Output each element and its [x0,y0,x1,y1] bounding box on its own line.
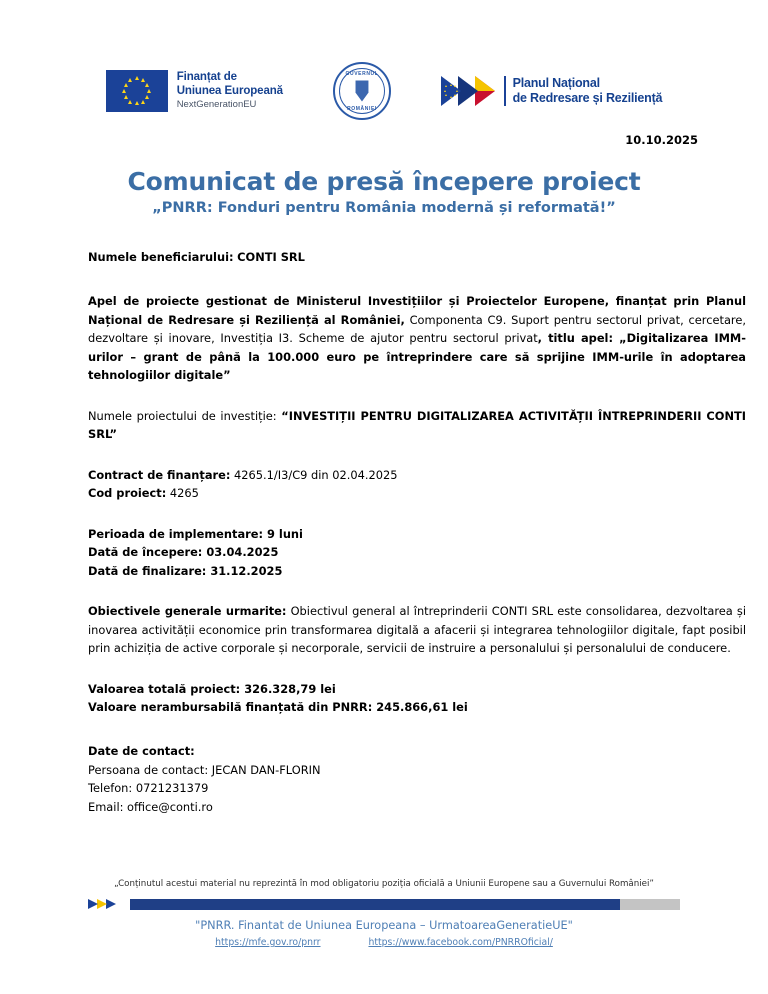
period-line [88,525,746,543]
beneficiary-value: CONTI SRL [237,250,305,264]
spacer [88,580,746,602]
end-date-value: 31.12.2025 [206,563,283,578]
eu-star-icon [145,95,149,99]
footer-color-bar [88,899,680,910]
page-subtitle: „PNRR: Fonduri pentru România modernă și reformată!” [152,200,616,216]
eu-star-icon [135,76,139,80]
code-value: 4265 [166,486,199,501]
pnrr-star-icon [450,84,452,86]
pnrr-star-icon [445,85,447,87]
pnrr-logo [441,76,662,106]
code-label: Cod proiect: [88,486,167,501]
beneficiary-line [88,248,746,266]
start-date-value: 03.04.2025 [202,545,279,560]
call-bold-title: , titlu apel: „Digitalizarea IMM-urilor – grant de până la 100.000 euro pe întreprindere care să sprijine IMM-urile în adoptarea tehnologiilor digitale” [88,331,746,383]
objectives-text: Obiectivul general al întreprinderii CONTI SRL este consolidarea, dezvoltarea și inovarea activității economice prin transformarea digitală a afacerii și integrarea tehnologiilor digitale, fapt posibil prin achiziția de active corporale și necorporale, servicii de instruire a personalului și personalului de conducere. [88,604,746,656]
footer-arrows-icon [88,899,130,910]
spacer [88,385,746,407]
eu-logo-line2: Uniunea Europeană [176,84,283,97]
footer-arrow-2 [97,899,107,909]
call-bold-intro: Apel de proiecte gestionat de Ministerul Investițiilor și Proiectelor Europene, finanțat prin Planul Național de Redresare și Reziliență al României, [88,294,746,327]
period-label: Perioada de implementare: [88,526,264,541]
pnrr-logo-line2: de Redresare și Reziliență [512,91,663,105]
eu-star-icon [122,89,126,93]
footer-disclaimer: „Conținutul acestui material nu reprezintă în mod obligatoriu poziția oficială a Uniunii Europene sau a Guvernului României” [114,879,654,889]
logo-bar [0,55,768,127]
contract-line [88,466,746,484]
contact-header: Date de contact: [88,744,195,759]
spacer [88,444,746,466]
footer-links [0,937,768,948]
footer-arrow-1 [88,899,98,909]
eu-star-icon [124,95,128,99]
footer-link-mfe[interactable]: https://mfe.gov.ro/pnrr [215,937,321,948]
eu-logo-line1: Finanțat de [176,71,237,84]
beneficiary-label: Numele beneficiarului: [88,250,234,264]
spacer [88,716,746,742]
project-name-value: “INVESTIȚII PENTRU DIGITALIZAREA ACTIVITĂȚII ÎNTREPRINDERII CONTI SRL” [88,408,746,442]
eu-star-icon [128,78,132,82]
contract-value: 4265.1/I3/C9 din 02.04.2025 [230,467,398,482]
grant-value-line [88,698,746,716]
eu-logo-text [177,71,283,110]
eu-logo-line3: NextGenerationEU [176,98,257,110]
eu-star-icon [145,83,149,87]
grant-value-amount: 245.866,61 lei [372,699,468,714]
eu-star-icon [141,78,145,82]
eu-star-icon [147,89,151,93]
total-value-line [88,680,746,698]
end-date-line [88,562,746,580]
footer-bar-grey [620,899,680,910]
pnrr-logo-text [513,76,663,106]
call-paragraph [88,292,746,384]
objectives-label: Obiectivele generale urmarite: [88,604,287,619]
page-title: Comunicat de presă începere proiect [127,167,641,196]
pnrr-star-icon [454,85,456,87]
seal-top-text: GUVERNUL [345,71,379,77]
objectives-paragraph [88,602,746,657]
code-line [88,484,746,502]
pnrr-star-icon [444,90,446,92]
pnrr-arrow-yellow [475,76,495,91]
eu-star-icon [124,83,128,87]
footer-link-facebook[interactable]: https://www.facebook.com/PNRROficial/ [368,937,553,948]
eu-flag-icon [106,70,168,112]
eu-funding-logo [106,70,283,112]
project-name-label: Numele proiectului de investiție: [88,408,282,423]
seal-bottom-text: ROMÂNIEI [347,106,377,112]
pnrr-arrow-blue-2 [458,76,478,106]
total-value-amount: 326.328,79 lei [240,681,336,696]
spacer [88,266,746,292]
eu-star-icon [135,101,139,105]
footer-title: "PNRR. Finantat de Uniunea Europeana – UrmatoareaGeneratieUE" [195,919,573,932]
contact-person: Persoana de contact: JECAN DAN-FLORIN [88,762,321,777]
spacer [88,503,746,525]
total-value-label: Valoarea totală proiect: [88,681,241,696]
document-date: 10.10.2025 [625,133,698,147]
project-name-paragraph [88,407,746,444]
start-date-label: Dată de începere: [88,545,203,560]
eu-star-icon [141,100,145,104]
start-date-line [88,543,746,561]
pnrr-star-icon [445,94,447,96]
period-value: 9 luni [263,526,303,541]
call-plain-text: Componenta C9. Suport pentru sectorul privat, cercetare, dezvoltare și inovare, Investiția I3. Scheme de ajutor pentru sectorul privat [88,312,746,346]
pnrr-divider [504,76,506,106]
pnrr-star-icon [456,90,458,92]
footer-arrow-3 [106,899,116,909]
end-date-label: Dată de finalizare: [88,563,207,578]
grant-value-label: Valoare nerambursabilă finanțată din PNRR: [88,699,373,714]
pnrr-logo-line1: Planul Național [512,76,600,90]
pnrr-stars-icon [444,84,459,99]
pnrr-star-icon [450,96,452,98]
eu-star-icon [128,100,132,104]
romanian-government-seal-icon [333,62,391,120]
spacer [88,658,746,680]
footer-bar-blue [130,899,620,910]
pnrr-star-icon [454,94,456,96]
contact-phone: Telefon: 0721231379 [88,781,209,796]
contract-label: Contract de finanțare: [88,467,231,482]
contact-email: Email: office@conti.ro [88,799,213,814]
document-body [88,248,746,816]
pnrr-arrows-icon [441,76,497,106]
